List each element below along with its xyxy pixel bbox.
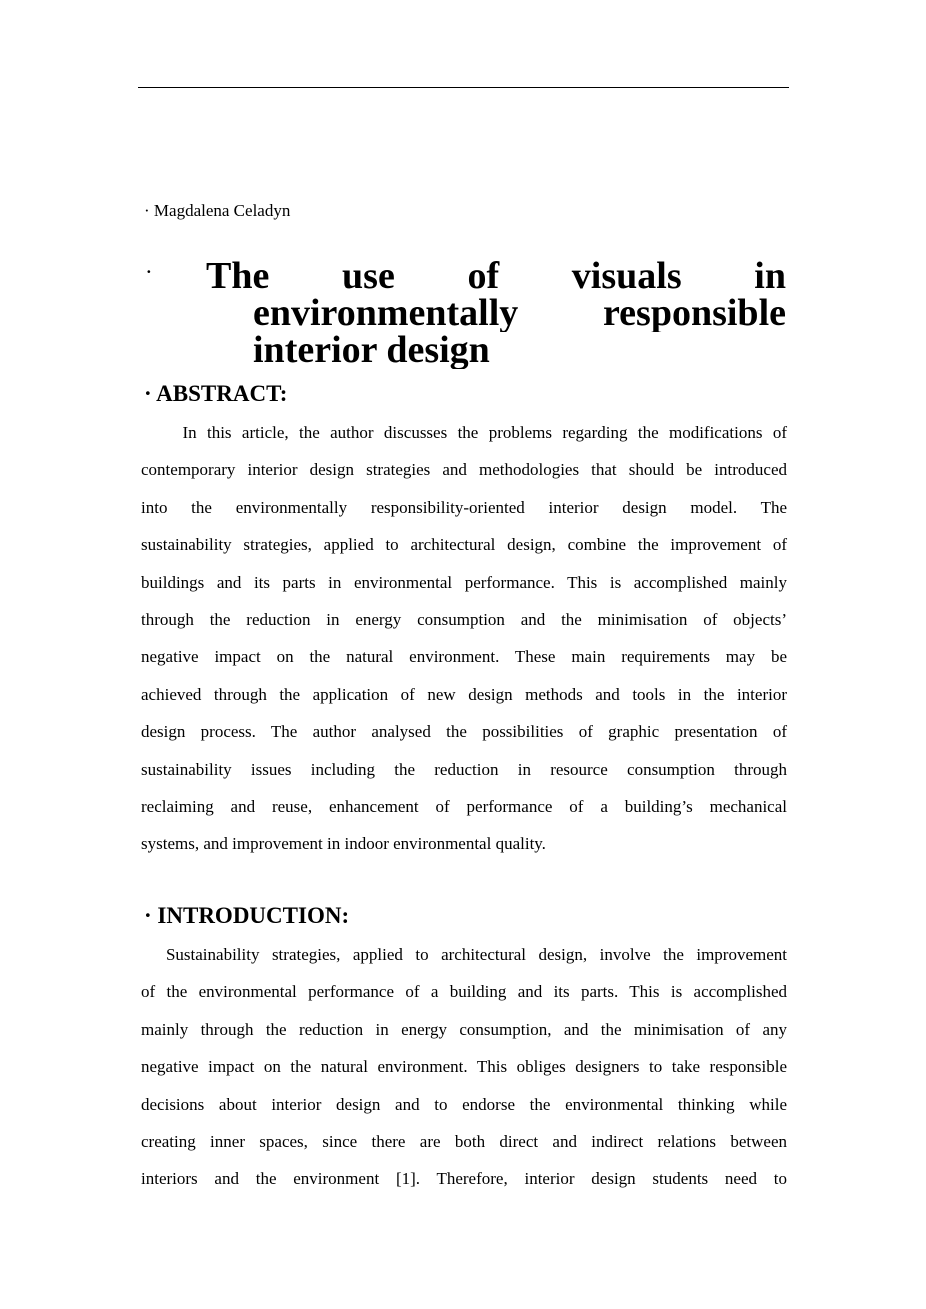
article-title: [146, 258, 786, 369]
abstract-line: through the reduction in energy consumption and the minimisation of objects’: [141, 609, 787, 629]
introduction-paragraph: [141, 936, 787, 1198]
abstract-line: In this article, the author discusses the problems regarding the modifications of: [141, 423, 787, 442]
header-rule: [138, 87, 789, 88]
introduction-line: of the environmental performance of a building and its parts. This is accomplished: [141, 982, 787, 1002]
abstract-line: buildings and its parts in environmental performance. This is accomplished mainly: [141, 572, 787, 592]
introduction-line: mainly through the reduction in energy consumption, and the minimisation of any: [141, 1019, 787, 1039]
introduction-heading: · INTRODUCTION:: [144, 903, 350, 928]
abstract-heading: · ABSTRACT:: [144, 381, 288, 406]
title-line-3: interior design: [253, 332, 490, 369]
introduction-line: interiors and the environment [1]. Therefore, interior design students need to: [141, 1169, 787, 1189]
abstract-line: achieved through the application of new design methods and tools in the interior: [141, 684, 787, 704]
abstract-line: reclaiming and reuse, enhancement of performance of a building’s mechanical: [141, 796, 787, 816]
abstract-line: into the environmentally responsibility-oriented interior design model. The: [141, 497, 787, 517]
abstract-line: contemporary interior design strategies and methodologies that should be introduced: [141, 460, 787, 480]
abstract-paragraph: [141, 414, 787, 863]
abstract-line: sustainability strategies, applied to architectural design, combine the improvement of: [141, 535, 787, 555]
introduction-line: decisions about interior design and to endorse the environmental thinking while: [141, 1094, 787, 1114]
author-name: · Magdalena Celadyn: [144, 201, 291, 220]
title-line-2: environmentally responsible: [253, 295, 786, 332]
abstract-line: systems, and improvement in indoor environmental quality.: [141, 834, 546, 854]
abstract-line: design process. The author analysed the possibilities of graphic presentation of: [141, 722, 787, 742]
title-bullet: ·: [146, 262, 152, 281]
introduction-line: negative impact on the natural environment. This obliges designers to take responsible: [141, 1057, 787, 1077]
abstract-line: sustainability issues including the reduction in resource consumption through: [141, 759, 787, 779]
title-line-1: The use of visuals in: [206, 258, 786, 295]
abstract-line: negative impact on the natural environment. These main requirements may be: [141, 647, 787, 667]
introduction-line: creating inner spaces, since there are both direct and indirect relations between: [141, 1131, 787, 1151]
introduction-line: Sustainability strategies, applied to architectural design, involve the improvement: [141, 945, 787, 964]
